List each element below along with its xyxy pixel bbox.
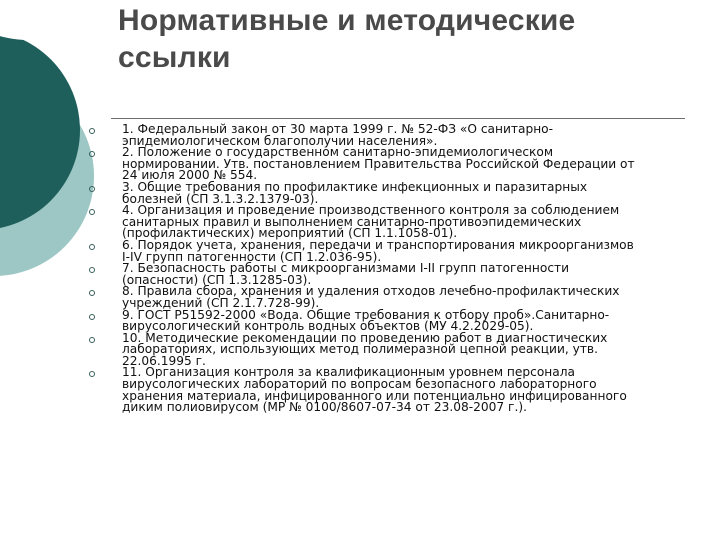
bullet-circle-icon [89,244,95,250]
title-line-2: ссылки [118,41,231,74]
list-item-line: вирусологических лабораторий по вопросам безопасного лабораторного [122,377,597,392]
title-line-1: Нормативные и методические [118,4,576,37]
bullet-circle-icon [89,337,95,343]
list-item-line: хранения материала, инфицированного или потенциально инфицированного [122,388,627,403]
list-item-line: санитарных правил и выполнением санитарно-противоэпидемических [122,214,582,229]
list-item [89,330,704,368]
list-item-line: 4. Организация и проведение производственного контроля за соблюдением [122,203,620,218]
list-item [89,237,704,264]
list-item-line: 2. Положение о государственном санитарно-эпидемиологическом [122,145,554,160]
list-item [89,205,704,240]
list-item-text [122,237,704,264]
list-item-line: лабораториях, использующих метод полимеразной цепной реакции, утв. [122,342,598,357]
bullet-circle-icon [89,267,95,273]
list-item-text [122,263,704,286]
list-item [89,124,704,147]
bullet-circle-icon [89,186,95,192]
list-item-text [122,205,704,240]
list-item-line: 3. Общие требования по профилактике инфекционных и паразитарных [122,179,588,194]
list-item-line: эпидемиологическом благополучии населения». [122,133,438,148]
list-item-line: 10. Методические рекомендации по проведению работ в диагностических [122,330,608,345]
bullet-circle-icon [89,371,95,377]
list-item-line: болезней (СП 3.1.3.2.1379-03). [122,191,319,206]
list-item [89,286,704,309]
bullet-circle-icon [89,290,95,296]
bullet-circle-icon [89,314,95,320]
list-item-line: нормировании. Утв. постановлением Правительства Российской Федерации от [122,156,635,171]
list-item-line: 6. Порядок учета, хранения, передачи и транспортирования микроорганизмов [122,237,634,252]
title-divider [111,118,685,119]
list-item [89,307,704,334]
list-item-line: вирусологический контроль водных объектов (МУ 4.2.2029-05). [122,319,534,334]
list-item [89,263,704,286]
list-item [89,179,704,206]
bullet-circle-icon [89,151,95,157]
list-item-text [122,307,704,334]
list-item-line: (опасности) (СП 1.3.1285-03). [122,272,312,287]
list-item-line: 22.06.1995 г. [122,353,206,368]
list-item-line: 9. ГОСТ Р51592-2000 «Вода. Общие требования к отбору проб».Санитарно- [122,307,610,322]
bullet-circle-icon [89,128,95,134]
list-item [89,147,704,182]
list-item-line: диким полиовирусом (МР № 0100/8607-07-34 от 23.08-2007 г.). [122,400,527,415]
list-item-line: 24 июля 2000 № 554. [122,168,258,183]
page-title [118,2,698,76]
list-item-line: учреждений (СП 2.1.7.728-99). [122,295,320,310]
bullet-circle-icon [89,209,95,215]
references-list [89,124,704,414]
list-item-text [122,179,704,206]
list-item-text [122,286,704,309]
list-item-line: I-IV групп патогенности (СП 1.2.036-95). [122,249,382,264]
list-item-text [122,367,704,413]
white-circle [0,0,110,40]
list-item-text [122,330,704,368]
list-item [89,367,704,413]
list-item-text [122,124,704,147]
list-item-line: (профилактических) мероприятий (СП 1.1.1058-01). [122,226,458,241]
list-item-text [122,147,704,182]
list-item-line: 7. Безопасность работы с микроорганизмами I-II групп патогенности [122,261,570,276]
list-item-line: 8. Правила сбора, хранения и удаления отходов лечебно-профилактических [122,284,620,299]
list-item-line: 11. Организация контроля за квалификационным уровнем персонала [122,365,575,380]
list-item-line: 1. Федеральный закон от 30 марта 1999 г. № 52-ФЗ «О санитарно- [122,122,554,136]
